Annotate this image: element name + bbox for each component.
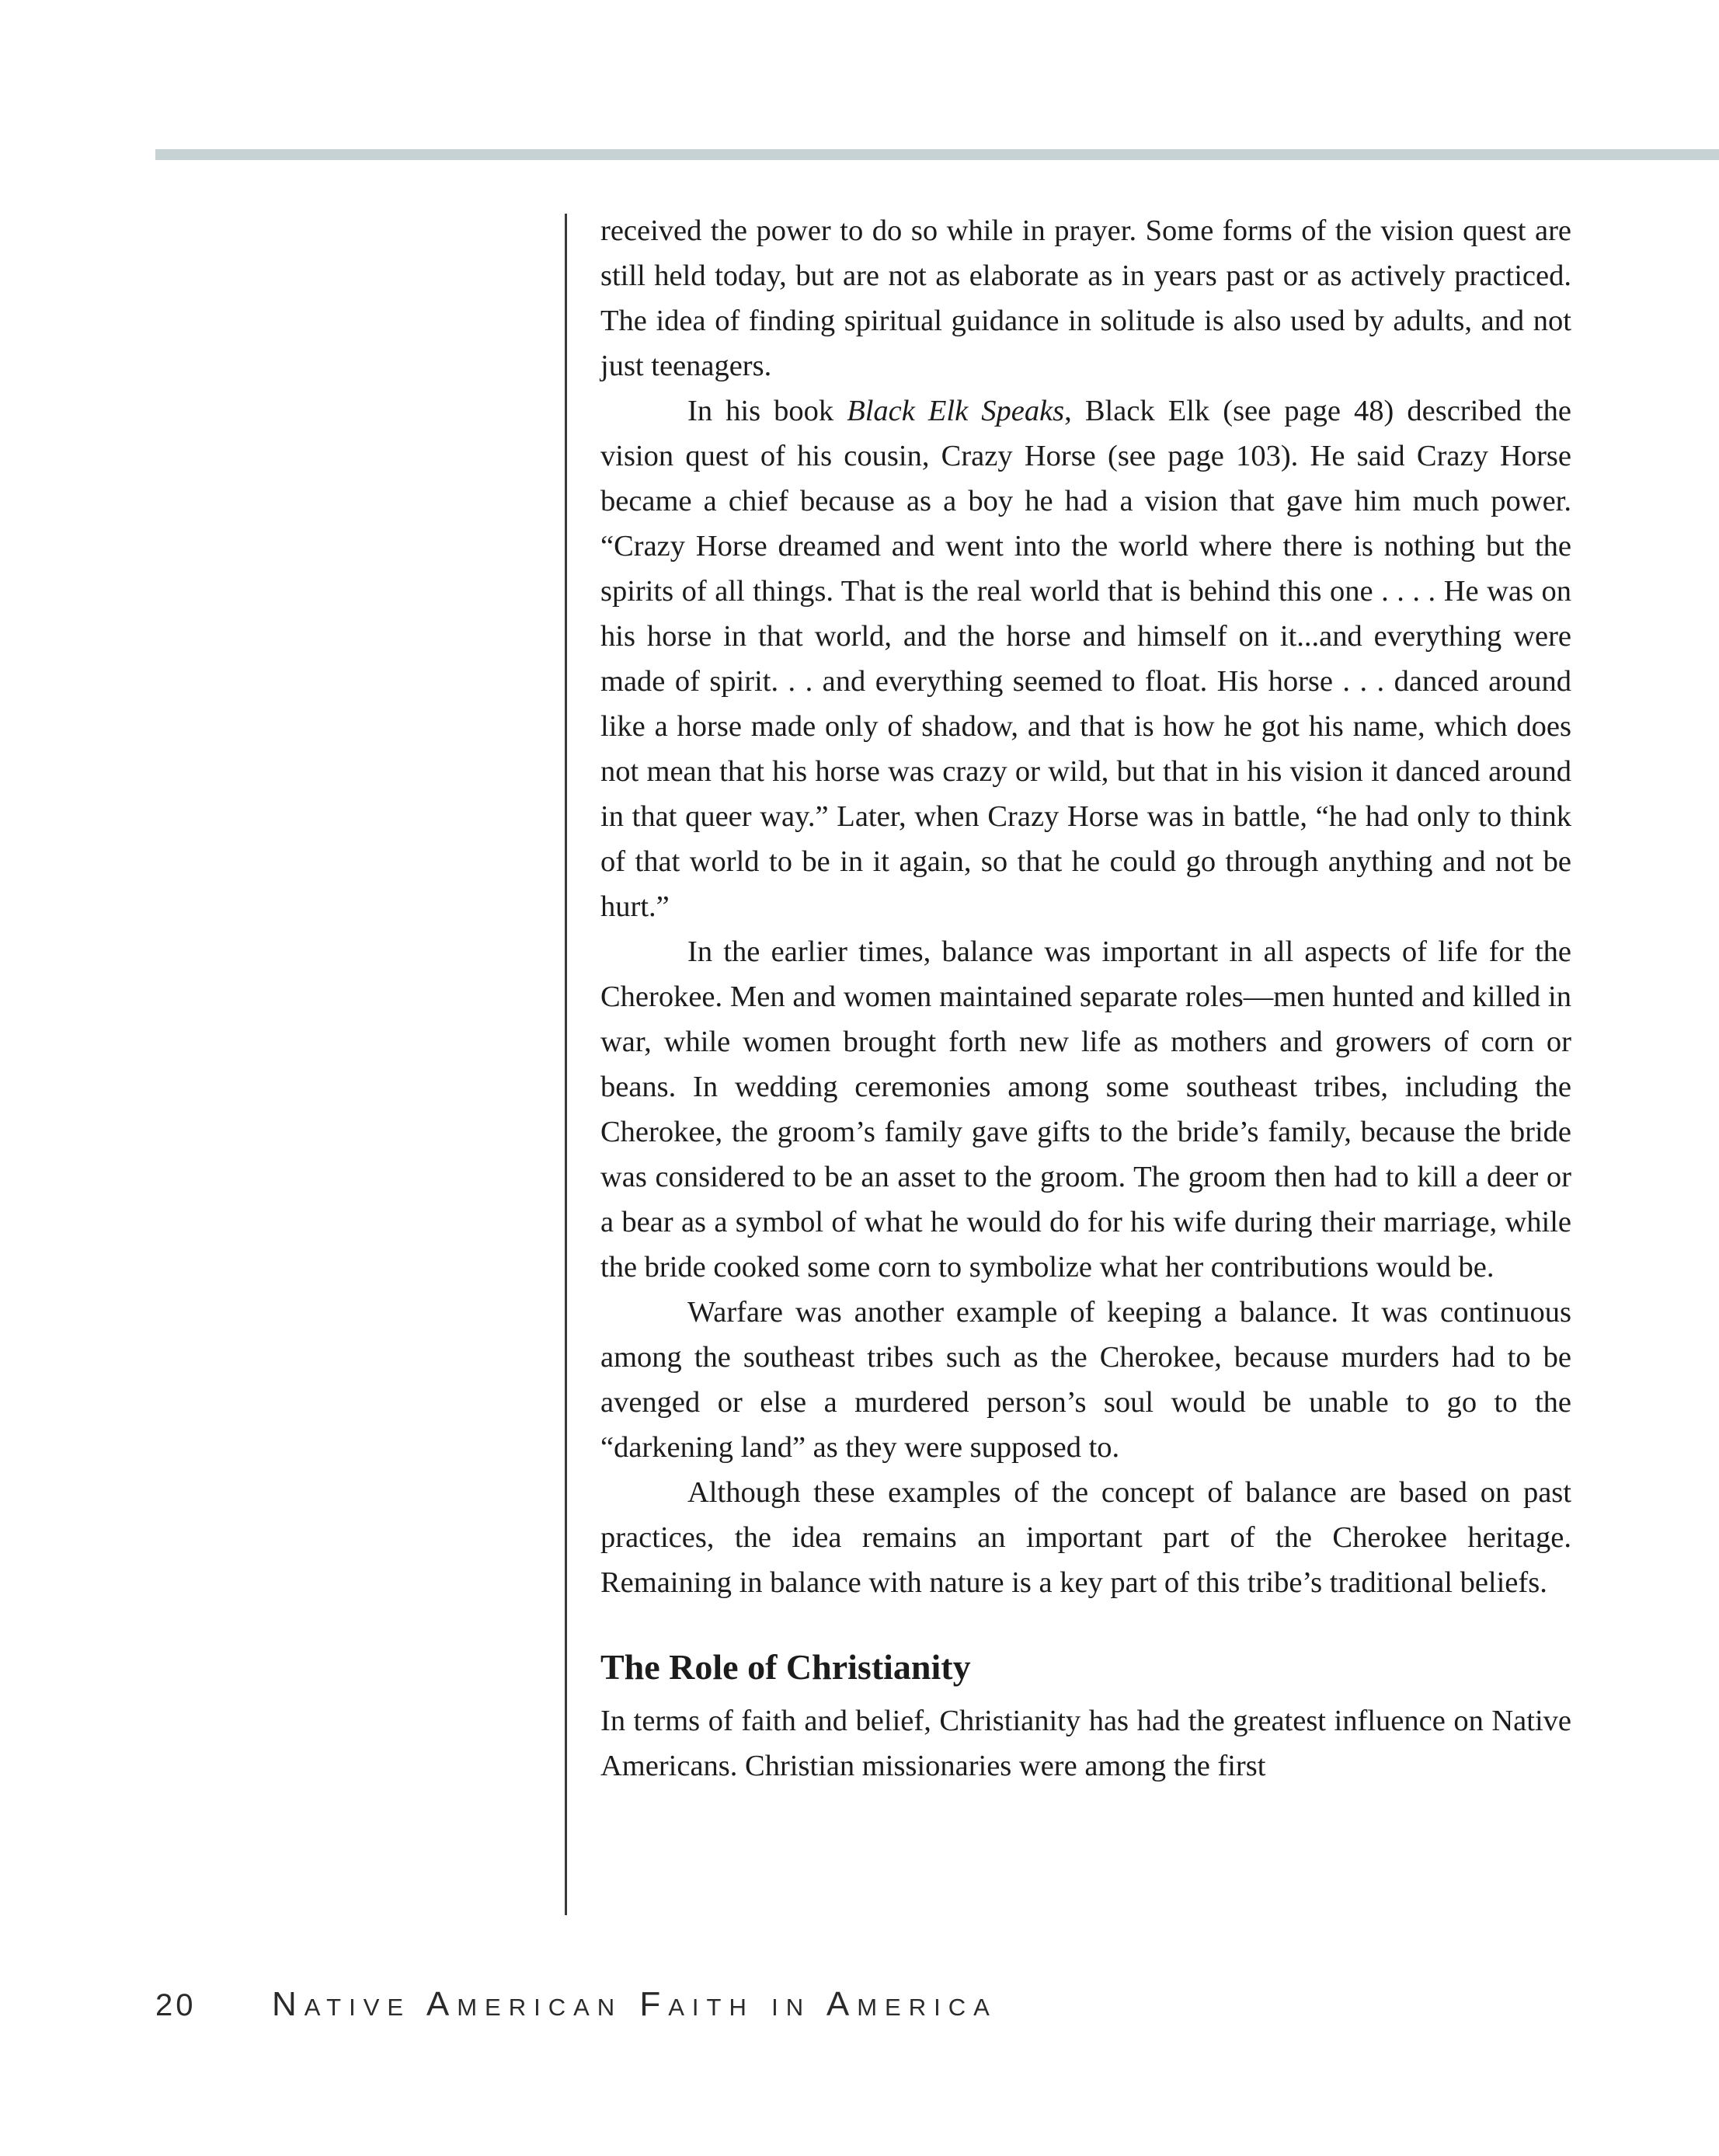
page-footer bbox=[155, 1985, 997, 2032]
header-rule bbox=[155, 149, 1719, 160]
paragraph-christianity: In terms of faith and belief, Christianity has had the greatest influence on Native Americans. Christian missionaries were among the first bbox=[600, 1705, 1571, 1782]
paragraph-balance: In the earlier times, balance was important in all aspects of life for the Cherokee. Men and women maintained separate roles—men hunted and killed in war, while women brought forth new life as mothers and growers of corn or beans. In wedding ceremonies among some southeast tribes, including the Cherokee, the groom’s family gave gifts to the bride’s family, because the bride was considered to be an asset to the groom. The groom then had to kill a deer or a bear as a symbol of what he would do for his wife during their marriage, while the bride cooked some corn to symbolize what her contributions would be. bbox=[600, 935, 1571, 1283]
body-text bbox=[600, 208, 1571, 1789]
paragraph-heritage: Although these examples of the concept of balance are based on past practices, the idea remains an important part of the Cherokee heritage. Remaining in balance with nature is a key part of this tribe’s traditional beliefs. bbox=[600, 1476, 1571, 1599]
book-title: Black Elk Speaks bbox=[847, 395, 1065, 427]
paragraph-warfare: Warfare was another example of keeping a balance. It was continuous among the southeast tribes such as the Cherokee, because murders had to be avenged or else a murdered person’s soul would be unable to go to the “darkening land” as they were supposed to. bbox=[600, 1296, 1571, 1464]
page-number: 20 bbox=[155, 1988, 197, 2022]
margin-rule bbox=[565, 214, 567, 1915]
paragraph-crazy-horse bbox=[600, 388, 1571, 929]
paragraph-crazy-horse-rest: , Black Elk (see page 48) described the vision quest of his cousin, Crazy Horse (see page 103). He said Crazy Horse became a chief because as a boy he had a vision that gave him much power. “Crazy Horse dreamed and went into the world where there is nothing but the spirits of all things. That is the real world that is behind this one . . . . He was on his horse in that world, and the horse and himself on it...and everything were made of spirit. . . and everything seemed to float. His horse . . . danced around like a horse made only of shadow, and that is how he got his name, which does not mean that his horse was crazy or wild, but that in his vision it danced around in that queer way.” Later, when Crazy Horse was in battle, “he had only to think of that world to be in it again, so that he could go through anything and not be hurt.” bbox=[600, 395, 1572, 923]
section-heading: The Role of Christianity bbox=[600, 1647, 971, 1687]
paragraph-vision-quest: received the power to do so while in prayer. Some forms of the vision quest are still held today, but are not as elaborate as in years past or as actively practiced. The idea of finding spiritual guidance in solitude is also used by adults, and not just teenagers. bbox=[600, 214, 1571, 382]
running-title: Native American Faith in America bbox=[272, 1985, 997, 2023]
paragraph-crazy-horse-lead: In his book bbox=[687, 395, 847, 427]
